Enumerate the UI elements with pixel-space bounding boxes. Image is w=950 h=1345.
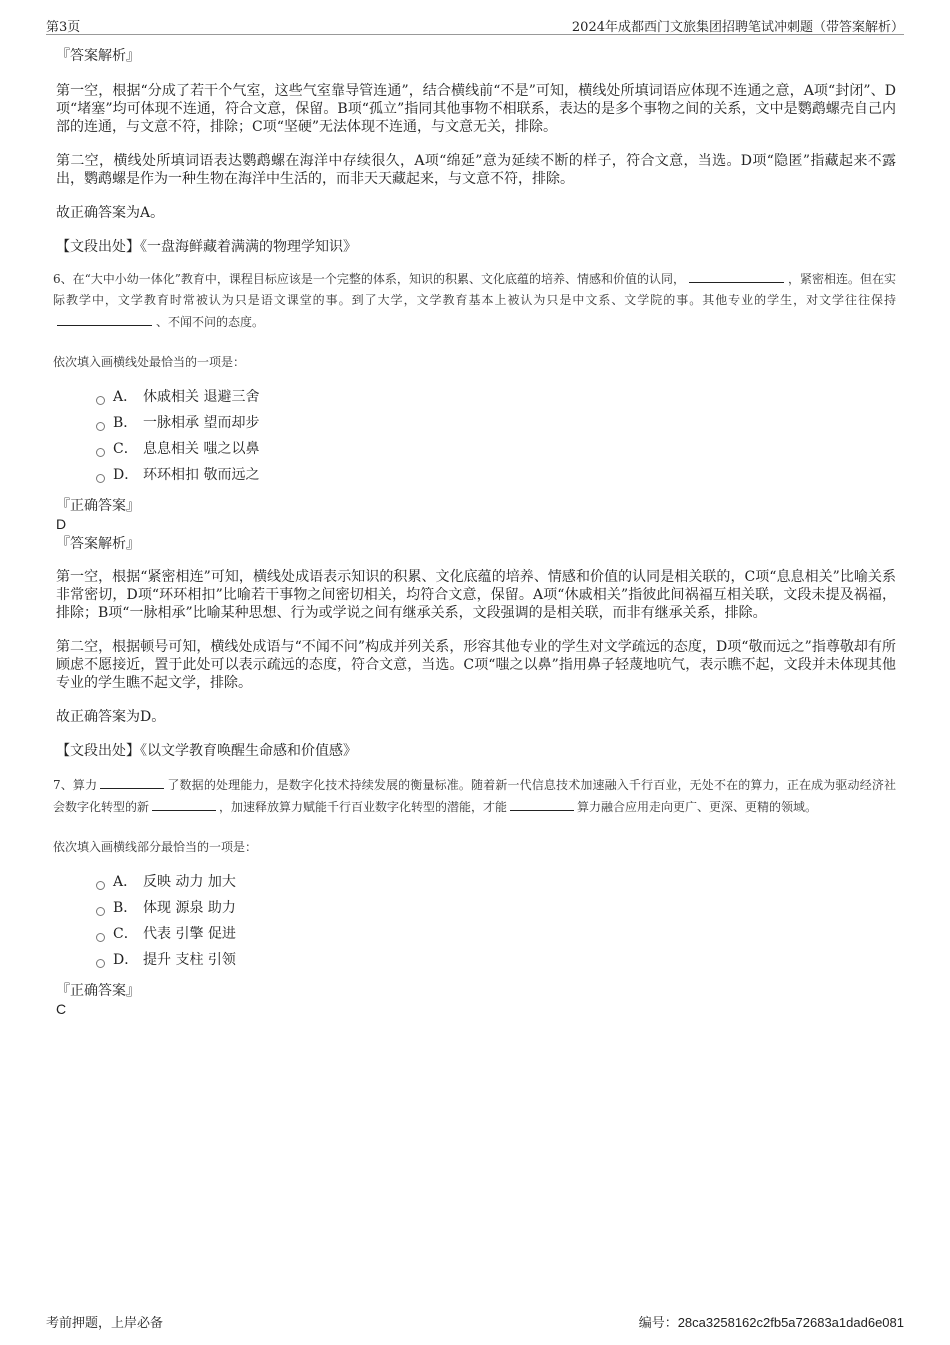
q6-option-c[interactable]: C． 息息相关 嗤之以鼻 [96, 436, 896, 462]
q5-source: 【文段出处】《一盘海鲜藏着满满的物理学知识》 [56, 239, 357, 255]
radio-icon[interactable] [96, 396, 105, 405]
q6-text-2: ，紧密相连。但在实际教学中，文学教育时常被认为只是语文课堂的事。到了大学，文学教育基本上被认为只是中文系、文学院的事。其他专业的学生，对文学往往保持 [53, 272, 896, 307]
q6-question [53, 268, 896, 333]
q7-text-2: 了数据的处理能力，是数字化技术持续发展的衡量标准。随着新一代信息技术加速融入千行百业，无处不在的算力，正在成为驱动经济社会数字化转型的新 [53, 778, 896, 814]
q7-text-1: 7、算力 [53, 778, 98, 792]
q6-option-a[interactable]: A． 休戚相关 退避三舍 [96, 384, 896, 410]
q7-prompt: 依次填入画横线部分最恰当的一项是： [53, 840, 258, 854]
q6-blank-2 [57, 311, 152, 326]
q6-option-b[interactable]: B． 一脉相承 望而却步 [96, 410, 896, 436]
q6-prompt: 依次填入画横线处最恰当的一项是： [53, 355, 246, 369]
radio-icon[interactable] [96, 933, 105, 942]
document-body [53, 44, 896, 1017]
q5-analysis-p2: 第二空，横线处所填词语表达鹦鹉螺在海洋中存续很久，A项“绵延”意为延续不断的样子，符合文意，当选。D项“隐匿”指藏起来不露出，鹦鹉螺是作为一种生物在海洋中生活的，而非天天藏起来，与文意不符，排除。 [56, 153, 896, 187]
q6-analysis-label: 『答案解析』 [56, 536, 140, 552]
q7-blank-3 [510, 796, 574, 811]
page-number: 第3页 [46, 20, 81, 35]
radio-icon[interactable] [96, 959, 105, 968]
radio-icon[interactable] [96, 422, 105, 431]
q5-analysis-p1: 第一空，根据“分成了若干个气室，这些气室靠导管连通”，结合横线前“不是”可知，横线处所填词语应体现不连通之意，A项“封闭”、D项“堵塞”均可体现不连通，符合文意，保留。B项“孤立”指同其他事物不相联系，表达的是多个事物之间的关系，文中是鹦鹉螺壳自己内部的连通，与文意不符，排除；C项“坚硬”无法体现不连通，与文意无关，排除。 [56, 83, 896, 135]
q6-conclusion: 故正确答案为D。 [56, 709, 166, 725]
q7-blank-2 [152, 796, 216, 811]
q6-answer: D [56, 516, 67, 532]
q6-text-3: 、不闻不问的态度。 [156, 315, 265, 329]
q6-options [56, 384, 896, 488]
q6-analysis-p1: 第一空，根据“紧密相连”可知，横线处成语表示知识的积累、文化底蕴的培养、情感和价值的认同是相关联的，C项“息息相关”比喻关系非常密切，D项“环环相扣”比喻若干事物之间密切相关，均符合文意，保留。A项“休戚相关”指彼此间祸福互相关联，文段未提及祸福，排除；B项“一脉相承”比喻某种思想、行为或学说之间有继承关系，文段强调的是相关联，而非有继承关系，排除。 [56, 569, 896, 621]
radio-icon[interactable] [96, 448, 105, 457]
q7-blank-1 [100, 774, 164, 789]
q7-question [53, 774, 896, 818]
q6-blank-1 [689, 268, 784, 283]
q7-text-4: 算力融合应用走向更广、更深、更精的领域。 [577, 800, 818, 814]
radio-icon[interactable] [96, 474, 105, 483]
q7-answer: C [56, 1001, 67, 1017]
q6-text-1: 6、在“大中小幼一体化”教育中，课程目标应该是一个完整的体系，知识的积累、文化底蕴的培养、情感和价值的认同， [53, 272, 685, 286]
q5-analysis-label: 『答案解析』 [56, 48, 140, 64]
q7-option-d[interactable]: D． 提升 支柱 引领 [96, 947, 896, 973]
q7-options [56, 869, 896, 973]
footer-slogan: 考前押题，上岸必备 [46, 1316, 164, 1331]
document-title: 2024年成都西门文旅集团招聘笔试冲刺题（带答案解析） [571, 20, 904, 35]
q5-conclusion: 故正确答案为A。 [56, 205, 165, 221]
q7-option-b[interactable]: B． 体现 源泉 助力 [96, 895, 896, 921]
radio-icon[interactable] [96, 881, 105, 890]
q6-analysis-p2: 第二空，根据顿号可知，横线处成语与“不闻不问”构成并列关系，形容其他专业的学生对文学疏远的态度，D项“敬而远之”指尊敬却有所顾虑不愿接近，置于此处可以表示疏远的态度，符合文意，当选。C项“嗤之以鼻”指用鼻子轻蔑地吭气，表示瞧不起，文段并未体现其他专业的学生瞧不起文学，排除。 [56, 639, 896, 691]
page-header [46, 14, 904, 35]
q7-option-a[interactable]: A． 反映 动力 加大 [96, 869, 896, 895]
q7-option-c[interactable]: C． 代表 引擎 促进 [96, 921, 896, 947]
q6-option-d[interactable]: D． 环环相扣 敬而远之 [96, 462, 896, 488]
q7-text-3: ，加速释放算力赋能千行百业数字化转型的潜能，才能 [219, 800, 508, 814]
q7-answer-label: 『正确答案』 [56, 983, 140, 999]
radio-icon[interactable] [96, 907, 105, 916]
document-id: 编号：28ca3258162c2fb5a72683a1dad6e081 [638, 1315, 904, 1330]
q6-answer-label: 『正确答案』 [56, 498, 140, 514]
q6-source: 【文段出处】《以文学教育唤醒生命感和价值感》 [56, 743, 357, 759]
